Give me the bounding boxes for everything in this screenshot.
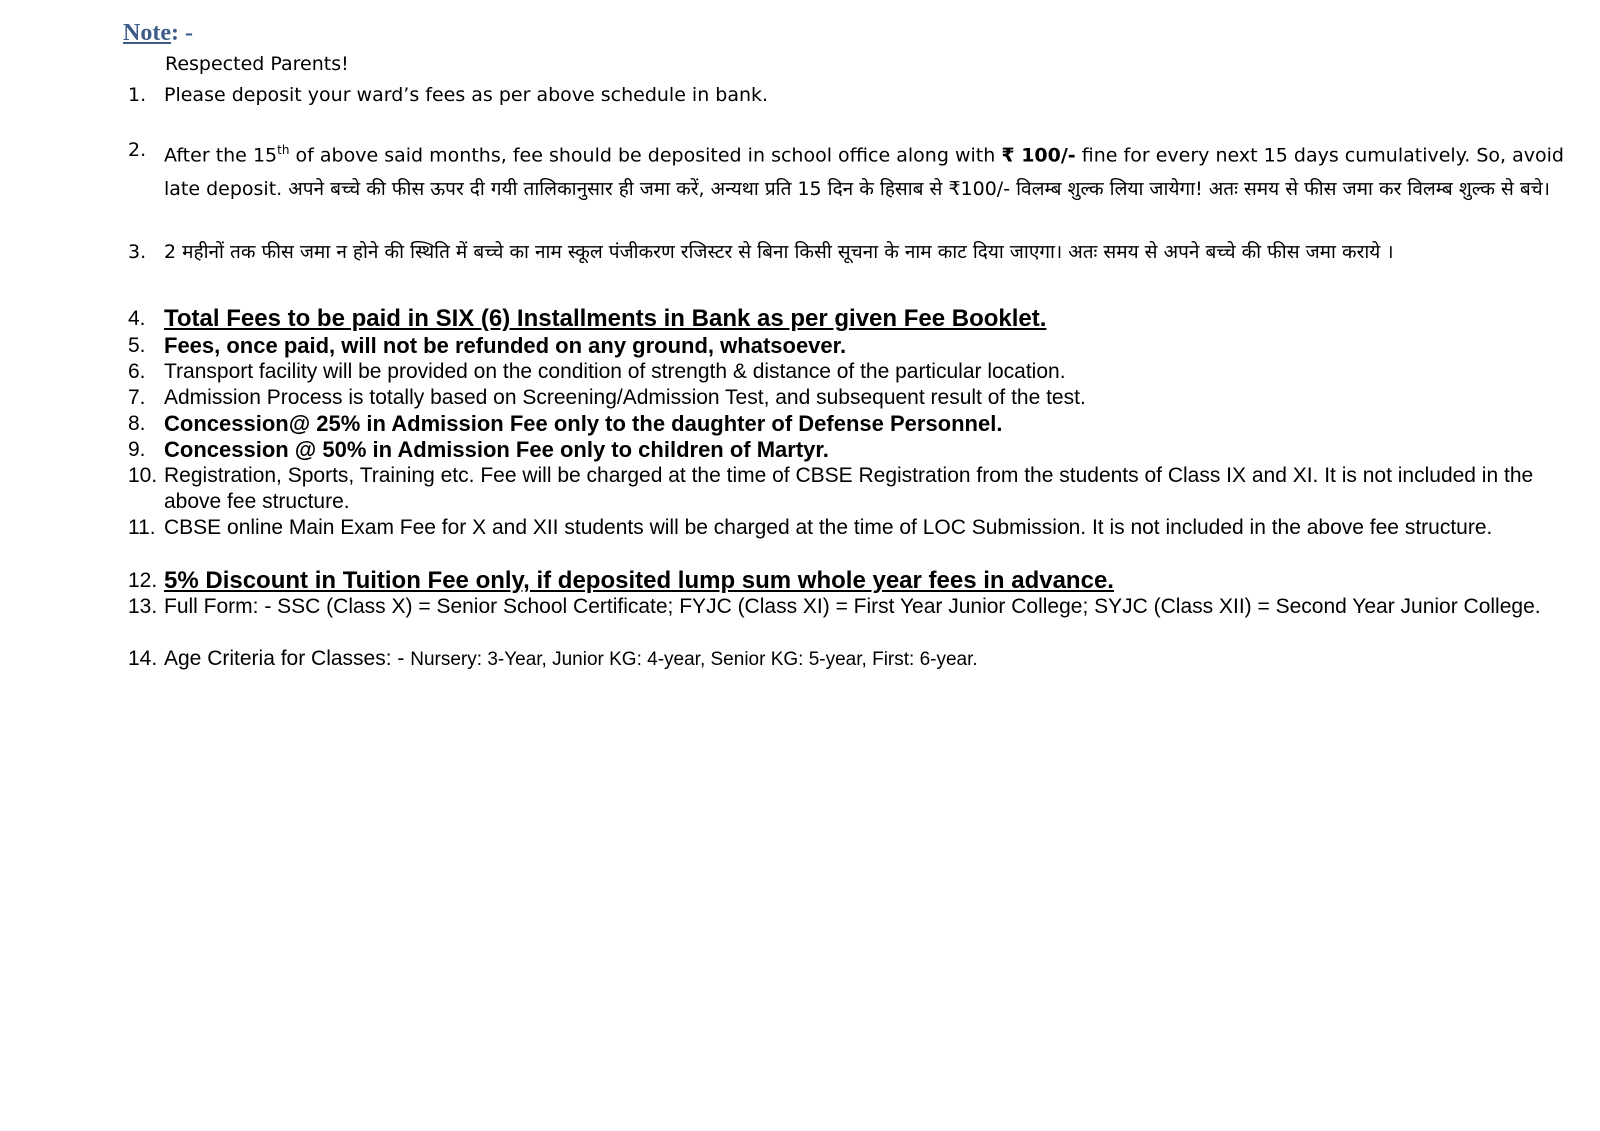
item-text: Total Fees to be paid in SIX (6) Installments in Bank as per given Fee Booklet. [164, 305, 1047, 332]
item-number: 10. [128, 464, 158, 487]
note-heading [123, 20, 193, 47]
ordinal-suffix: th [277, 143, 290, 157]
item-number: 13. [128, 595, 158, 618]
item-number: 12. [128, 569, 158, 592]
item-text-part: fine for every next 15 days cumulatively. So, avoid late deposit. [164, 144, 1564, 201]
item-text: Fees, once paid, will not be refunded on any ground, whatsoever. [164, 333, 847, 358]
item-text-part: of above said months, fee should be deposited in school office along with [289, 144, 1002, 167]
item-text: Full Form: - SSC (Class X) = Senior School Certificate; FYJC (Class XI) = First Year Junior College; SYJC (Class XII) = Second Year Junior College. [164, 595, 1541, 618]
item-text [164, 133, 1564, 206]
item-text: Please deposit your ward’s fees as per above schedule in bank. [164, 84, 769, 106]
item-text: Registration, Sports, Training etc. Fee will be charged at the time of CBSE Registration from the students of Class IX and XI. It is not included in the above fee structure. [164, 464, 1534, 513]
item-text: CBSE online Main Exam Fee for X and XII students will be charged at the time of LOC Submission. It is not included in the above fee structure. [164, 516, 1493, 539]
item-number: 3. [128, 241, 147, 263]
item-number: 6. [128, 360, 146, 383]
item-text-part: After the 15 [164, 144, 278, 167]
item-number: 5. [128, 334, 146, 357]
fine-amount: ₹ 100/- [1001, 144, 1076, 167]
item-number: 14. [128, 647, 158, 670]
greeting-line: Respected Parents! [165, 53, 349, 75]
note-heading-word: Note [123, 20, 171, 46]
item-text: Concession@ 25% in Admission Fee only to the daughter of Defense Personnel. [164, 411, 1003, 436]
item-number: 8. [128, 412, 146, 435]
item-text-part: Age Criteria for Classes: - [164, 647, 411, 670]
item-number: 11. [128, 516, 156, 539]
item-text: Transport facility will be provided on the condition of strength & distance of the particular location. [164, 360, 1066, 383]
item-number: 4. [128, 307, 146, 330]
item-number: 2. [128, 139, 147, 161]
item-text: Concession @ 50% in Admission Fee only to children of Martyr. [164, 437, 829, 462]
item-text [164, 646, 1564, 673]
item-number: 9. [128, 438, 146, 461]
age-criteria-values: Nursery: 3-Year, Junior KG: 4-year, Senior KG: 5-year, First: 6-year. [410, 649, 978, 670]
item-text: 5% Discount in Tuition Fee only, if deposited lump sum whole year fees in advance. [164, 567, 1114, 594]
item-text-hindi: अपने बच्चे की फीस ऊपर दी गयी तालिकानुसार ही जमा करें, अन्यथा प्रति 15 दिन के हिसाब से ₹100/- विलम्ब शुल्क लिया जायेगा! अतः समय से फीस जमा कर विलम्ब शुल्क से बचे। [288, 178, 1550, 201]
item-number: 1. [128, 84, 147, 106]
item-number: 7. [128, 386, 146, 409]
note-heading-suffix: : - [170, 20, 193, 46]
item-text: 2 महीनों तक फीस जमा न होने की स्थिति में बच्चे का नाम स्कूल पंजीकरण रजिस्टर से बिना किसी सूचना के नाम काट दिया जाएगा। अतः समय से अपने बच्चे की फीस जमा कराये । [164, 241, 1394, 263]
item-text: Admission Process is totally based on Screening/Admission Test, and subsequent result of the test. [164, 386, 1086, 409]
